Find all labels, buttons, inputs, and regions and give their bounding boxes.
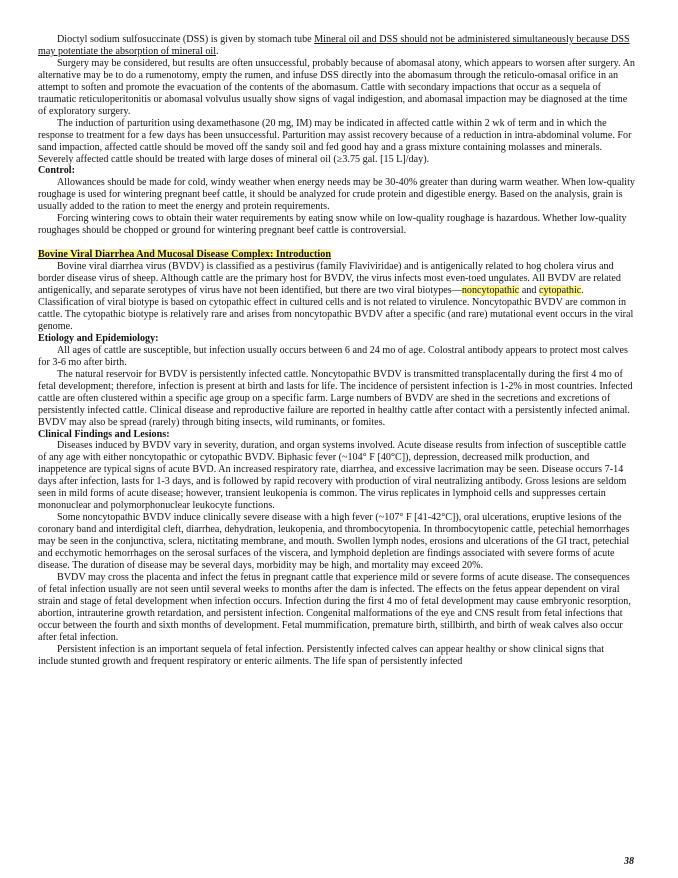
document-page xyxy=(38,34,636,668)
paragraph-ages: All ages of cattle are susceptible, but infection usually occurs between 6 and 24 mo of age. Colostral antibody appears to protect most calves for 3-6 mo after birth. xyxy=(38,344,629,368)
text: Bovine viral diarrhea virus (BVDV) is classified as a pestivirus (family Flaviviridae) and is antigenically related to hog cholera virus and border disease virus of sheep. Although cattle are the primary host for BVDV, the virus infects most even-toed ungulates. All BVDV are related antigenically, and separate serotypes of virus have not been identified, but there are two viral biotypes— xyxy=(38,261,621,297)
paragraph-persistent: Persistent infection is an important sequela of fetal infection. Persistently infected calves can appear healthy or show clinical signs that include stunted growth and frequent respiratory or enteric ailments. The life span of persistently infected xyxy=(38,643,605,667)
paragraph-diseases: Diseases induced by BVDV vary in severity, duration, and organ systems involved. Acute disease results from infection of susceptible cattle of any age with either noncytopathic or cytopathic BVDV. Biphasic fever (~104° F [40°C]), depression, decreased milk production, and inappetence are typical signs of acute BVD. An increased respiratory rate, diarrhea, and excessive lacrimation may be seen. Disease occurs 7-14 days after infection, lasts for 1-3 days, and is followed by rapid recovery with production of viral neutralizing antibody. Gross lesions are seldom seen in mild forms of acute disease; however, transient leukopenia is common. The virus replicates in lymphoid cells and suppresses certain mononuclear and polymorphonuclear leukocyte functions. xyxy=(38,440,627,512)
highlight-cytopathic: cytopathic xyxy=(539,285,582,297)
paragraph-dss xyxy=(38,34,636,58)
heading-clinical: Clinical Findings and Lesions: xyxy=(38,428,170,440)
paragraph-parturition: The induction of parturition using dexamethasone (20 mg, IM) may be indicated in affected cattle within 2 wk of term and in which the response to treatment for a few days has been unsuccessful. Parturition may assist recovery because of a reduction in intra-abdominal volume. For sand impaction, affected cattle should be moved off the sandy soil and fed good hay and a grass mixture containing molasses and minerals. Severely affected cattle should be treated with large doses of mineral oil (≥3.75 gal. [15 L]/day). xyxy=(38,117,632,165)
section-title: Bovine Viral Diarrhea And Mucosal Disease Complex: Introduction xyxy=(38,249,331,261)
paragraph-bvdv-intro xyxy=(38,261,636,333)
text: . Classification of viral biotype is based on cytopathic effect in cultured cells and is not related to virulence. Noncytopathic BVDV are common in cattle. The cytopathic biotype is relatively rare and arises from noncytopathic BVDV after a specific (and rare) mutational event occurs in the viral genome. xyxy=(38,285,634,332)
paragraph-allowances: Allowances should be made for cold, windy weather when energy needs may be 30-40% greater than during warm weather. When low-quality roughage is used for wintering pregnant beef cattle, it should be analyzed for crude protein and digestible energy. Based on the analysis, grain is usually added to the ration to meet the energy and protein requirements. xyxy=(38,177,635,213)
text: Dioctyl sodium sulfosuccinate (DSS) is given by stomach tube xyxy=(57,34,315,45)
paragraph-reservoir: The natural reservoir for BVDV is persistently infected cattle. Noncytopathic BVDV is transmitted transplacentally during the first 4 mo of fetal development; therefore, infection is present at birth and lasts for life. The incidence of persistent infection is 1-2% in most countries. Infected cattle are often clustered within a specific age group on a specific farm. Large numbers of BVDV are shed in the secretions and excretions of persistently infected cattle. Clinical disease and reproductive failure are reported in healthy cattle after contact with a persistently infected animal. BVDV may also be spread (rarely) through biting insects, wild ruminants, or fomites. xyxy=(38,368,633,428)
heading-etiology: Etiology and Epidemiology: xyxy=(38,332,159,344)
paragraph-wintering: Forcing wintering cows to obtain their water requirements by eating snow while on low-quality roughage is hazardous. Whether low-quality roughages should be chopped or ground for wintering pregnant beef cattle is controversial. xyxy=(38,213,627,237)
heading-control: Control: xyxy=(38,165,75,177)
paragraph-surgery: Surgery may be considered, but results are often unsuccessful, probably because of abomasal atony, which appears to worsen after surgery. An alternative may be to do a rumenotomy, empty the rumen, and infuse DSS directly into the abomasum through the reticulo-omasal orifice in an attempt to soften and promote the evacuation of the contents of the abomasum. Cattle with secondary impactions that occur as a sequela of traumatic reticuloperitonitis or abomasal volvulus usually show signs of vagal indigestion, and abomasal impaction may be diagnosed at the time of exploratory surgery. xyxy=(38,57,635,117)
page-number: 38 xyxy=(624,856,634,867)
spacer xyxy=(38,237,636,249)
section-title-row xyxy=(38,249,636,261)
text: and xyxy=(519,285,540,297)
paragraph-severe: Some noncytopathic BVDV induce clinically severe disease with a high fever (~107° F [41-42°C]), oral ulcerations, eruptive lesions of the coronary band and interdigital cleft, diarrhea, dehydration, leukopenia, and thrombocytopenia. In thrombocytopenic cattle, petechial hemorrhages may be seen in the conjunctiva, sclera, nictitating membrane, and mouth. Swollen lymph nodes, erosions and ulcerations of the GI tract, petechial and ecchymotic hemorrhages on the serosal surfaces of the viscera, and lymphoid depletion are findings associated with severe forms of acute disease. The duration of disease may be several days, morbidity may be high, and mortality may exceed 20%. xyxy=(38,512,630,571)
text: . xyxy=(216,45,219,57)
underlined-warning: Mineral oil and DSS should not be administered simultaneously because DSS may potentiate the absorption of mineral oil xyxy=(38,34,630,57)
paragraph-placenta: BVDV may cross the placenta and infect the fetus in pregnant cattle that experience mild or severe forms of acute disease. The consequences of fetal infection usually are not seen until several weeks to months after the dam is infected. The effects on the fetus appear dependent on viral strain and stage of fetal development when infection occurs. Infection during the first 4 mo of fetal development may cause embryonic resorption, abortion, intrauterine growth retardation, and persistent infection. Congenital malformations of the eye and CNS result from fetal infections that occur between the fourth and sixth months of development. Fetal mummification, premature birth, stillbirth, and birth of weak calves also occur after fetal infection. xyxy=(38,571,631,643)
highlight-noncytopathic: noncytopathic xyxy=(461,285,520,297)
